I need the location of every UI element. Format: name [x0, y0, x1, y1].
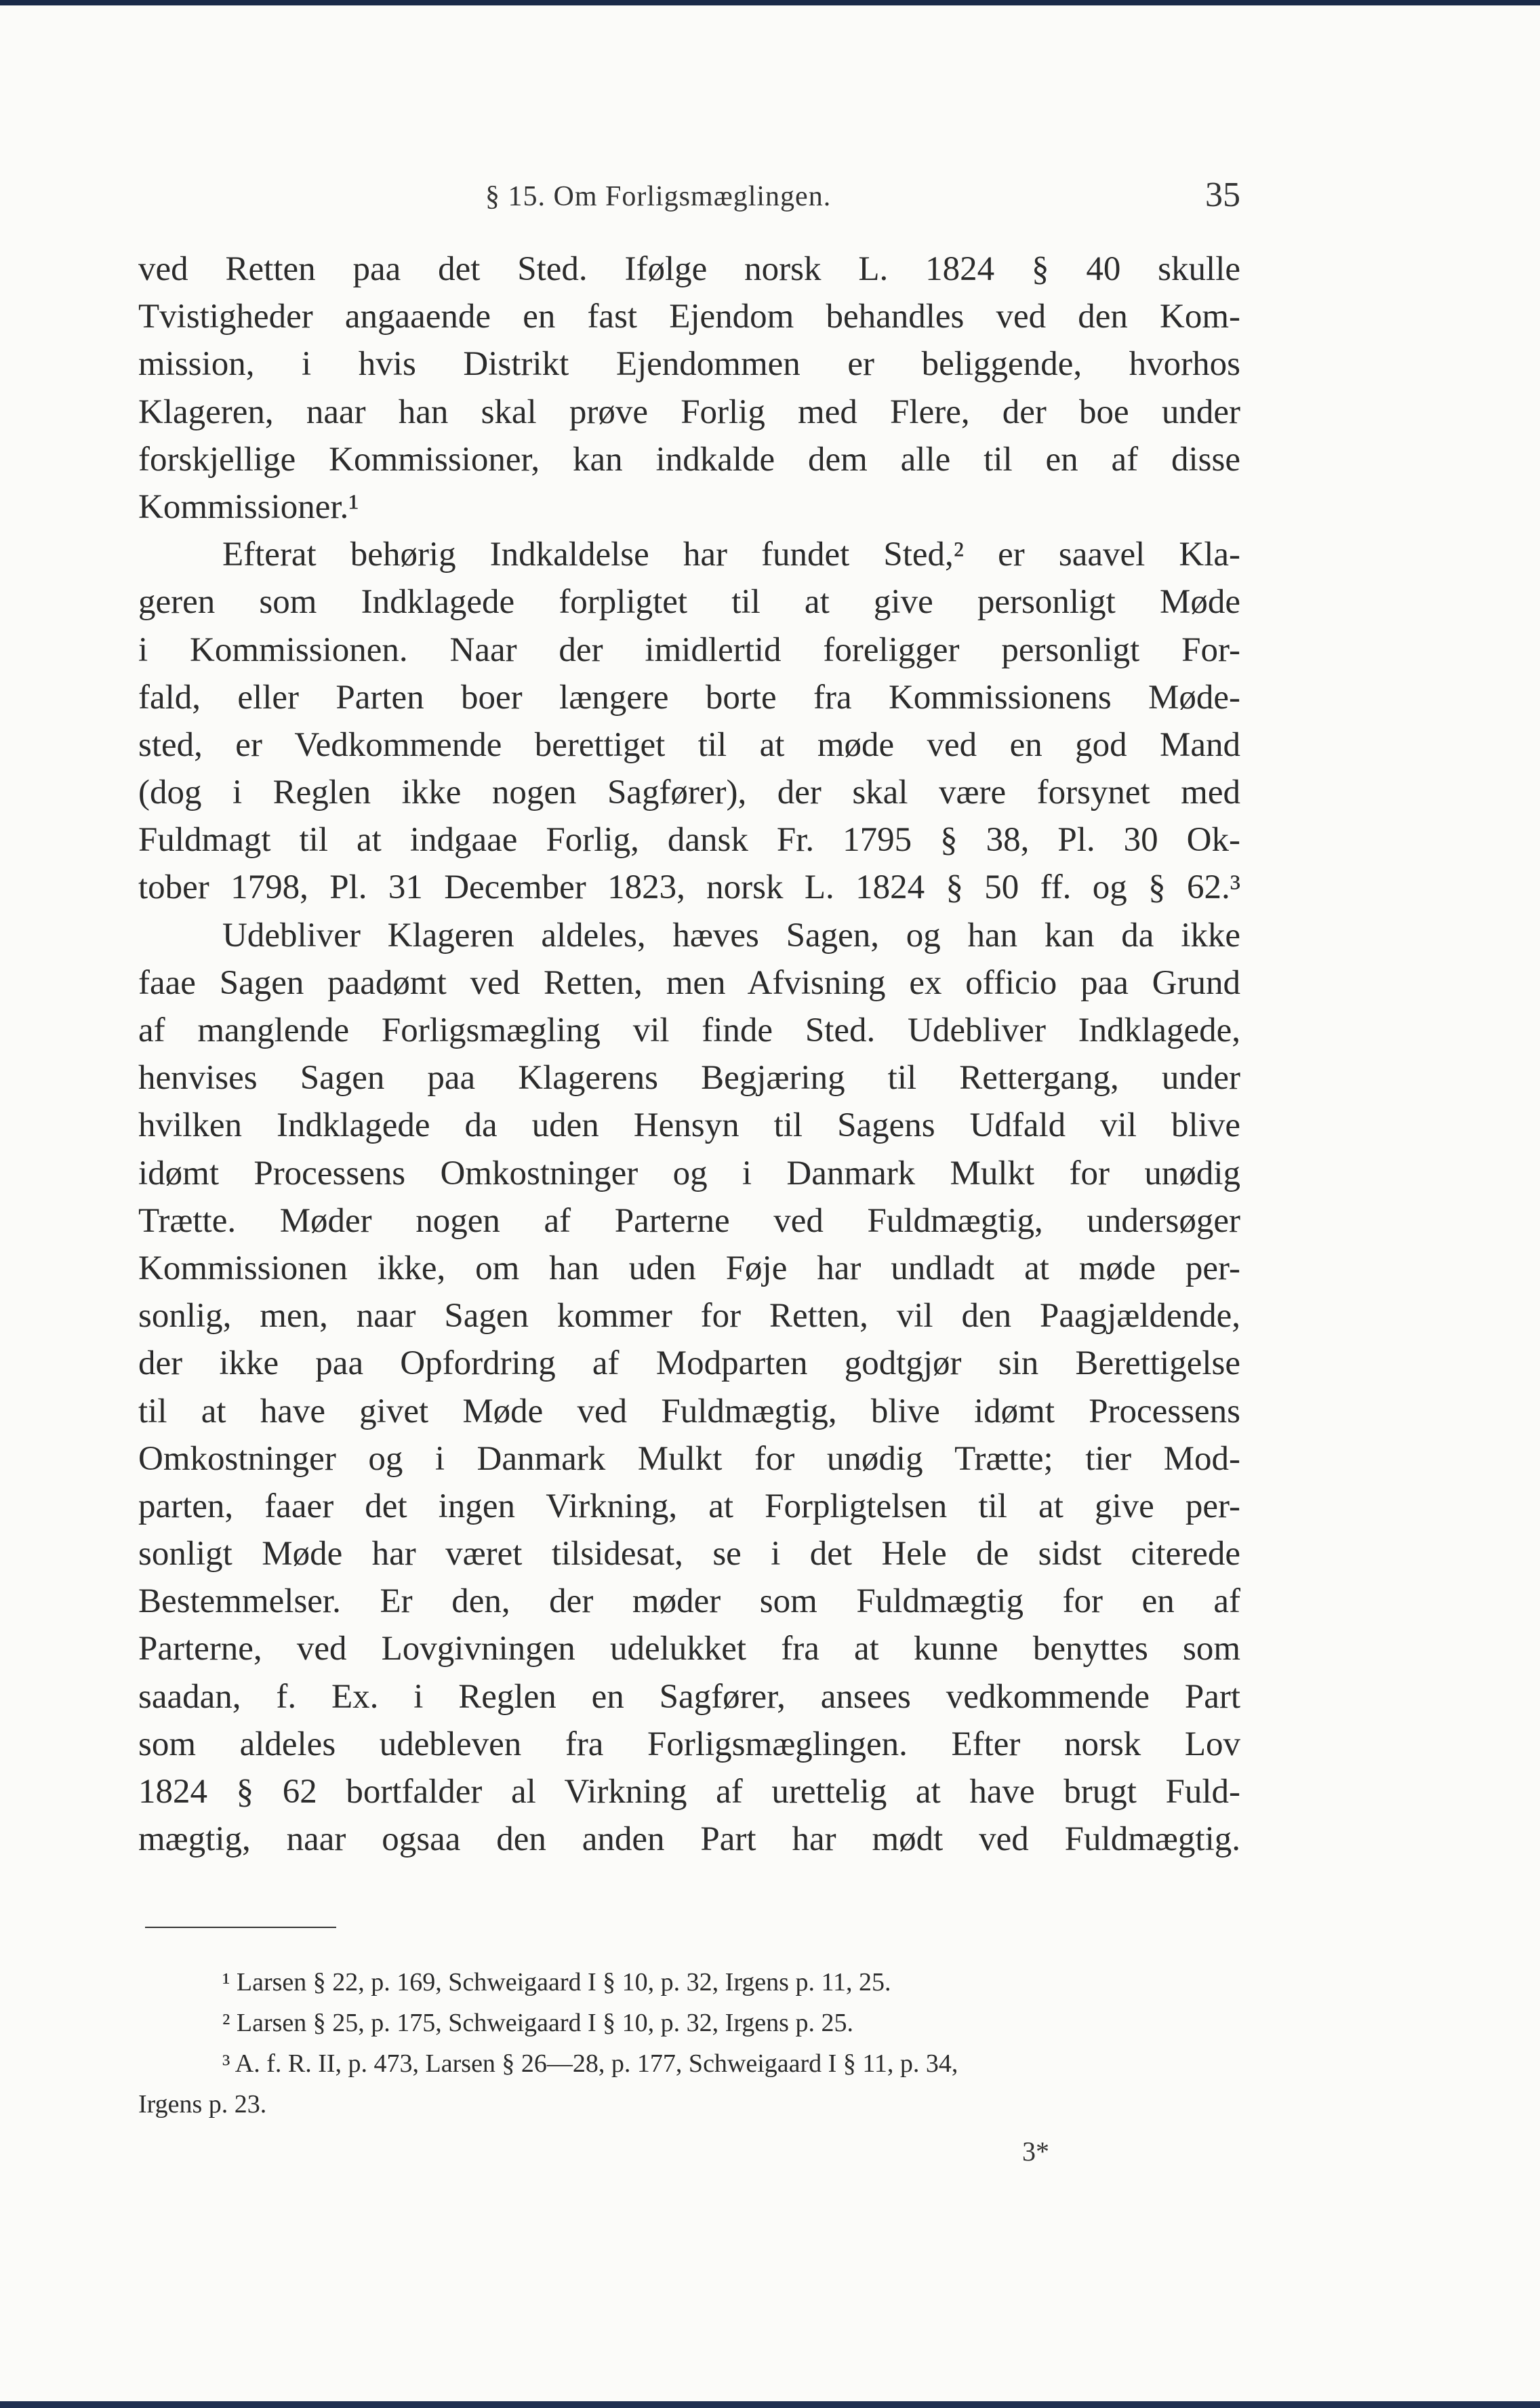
text-line: mægtig, naar ogsaa den anden Part har mødt ved Fuldmægtig. — [138, 1820, 1240, 1859]
text-line: Kommissioner.¹ — [138, 487, 359, 526]
paragraph-first-line: Udebliver Klageren aldeles, hæves Sagen, og han kan da ikke — [222, 916, 1240, 955]
body-text — [138, 245, 1240, 1863]
text-line: saadan, f. Ex. i Reglen en Sagfører, ansees vedkommende Part — [138, 1677, 1240, 1716]
text-line: faae Sagen paadømt ved Retten, men Afvisning ex officio paa Grund — [138, 963, 1240, 1002]
text-line: fald, eller Parten boer længere borte fra Kommissionens Møde- — [138, 678, 1240, 717]
text-line: 1824 § 62 bortfalder al Virkning af urettelig at have brugt Fuld- — [138, 1773, 1240, 1811]
text-line: til at have givet Møde ved Fuldmægtig, blive idømt Processens — [138, 1392, 1240, 1430]
footnote-3-continuation: Irgens p. 23. — [138, 2090, 267, 2119]
text-line: Omkostninger og i Danmark Mulkt for unødig Trætte; tier Mod- — [138, 1439, 1240, 1478]
text-line: af manglende Forligsmægling vil finde Sted. Udebliver Indklagede, — [138, 1011, 1240, 1049]
text-line: geren som Indklagede forpligtet til at give personligt Møde — [138, 583, 1240, 622]
footnotes — [138, 1962, 1240, 2125]
paragraph-first-line: Efterat behørig Indkaldelse har fundet Sted,² er saavel Kla- — [222, 536, 1240, 574]
text-line: Trætte. Møder nogen af Parterne ved Fuldmægtig, undersøger — [138, 1201, 1240, 1240]
text-line: henvises Sagen paa Klagerens Begjæring til Rettergang, under — [138, 1059, 1240, 1098]
text-line: Klageren, naar han skal prøve Forlig med Flere, der boe under — [138, 393, 1240, 431]
text-line: mission, i hvis Distrikt Ejendommen er beliggende, hvorhos — [138, 345, 1240, 384]
text-line: sonlig, men, naar Sagen kommer for Retten, vil den Paagjældende, — [138, 1297, 1240, 1336]
text-line: Bestemmelser. Er den, der møder som Fuldmægtig for en af — [138, 1582, 1240, 1621]
footnote-1: ¹ Larsen § 22, p. 169, Schweigaard I § 10, p. 32, Irgens p. 11, 25. — [222, 1968, 891, 1996]
footnote-3: ³ A. f. R. II, p. 473, Larsen § 26—28, p. 177, Schweigaard I § 11, p. 34, — [222, 2049, 958, 2078]
text-line: (dog i Reglen ikke nogen Sagfører), der skal være forsynet med — [138, 774, 1240, 812]
text-line: sonligt Møde har været tilsidesat, se i det Hele de sidst citerede — [138, 1535, 1240, 1573]
page-number: 35 — [1205, 176, 1240, 214]
footnote-divider — [145, 1927, 336, 1928]
scan-top-edge — [0, 0, 1540, 5]
text-line: tober 1798, Pl. 31 December 1823, norsk L. 1824 § 50 ff. og § 62.³ — [138, 868, 1240, 907]
text-line: der ikke paa Opfordring af Modparten godtgjør sin Berettigelse — [138, 1344, 1240, 1383]
text-line: parten, faaer det ingen Virkning, at Forpligtelsen til at give per- — [138, 1487, 1240, 1525]
text-line: som aldeles udebleven fra Forligsmæglingen. Efter norsk Lov — [138, 1725, 1240, 1763]
text-line: Parterne, ved Lovgivningen udelukket fra at kunne benyttes som — [138, 1630, 1240, 1668]
running-title: § 15. Om Forligsmæglingen. — [485, 181, 832, 212]
running-head — [138, 171, 1240, 225]
footnote-2: ² Larsen § 25, p. 175, Schweigaard I § 10, p. 32, Irgens p. 25. — [222, 2009, 853, 2037]
text-line: forskjellige Kommissioner, kan indkalde dem alle til en af disse — [138, 440, 1240, 479]
text-line: ved Retten paa det Sted. Ifølge norsk L. 1824 § 40 skulle — [138, 250, 1240, 288]
text-line: hvilken Indklagede da uden Hensyn til Sagens Udfald vil blive — [138, 1106, 1240, 1145]
text-line: Tvistigheder angaaende en fast Ejendom behandles ved den Kom- — [138, 298, 1240, 336]
text-line: Fuldmagt til at indgaae Forlig, dansk Fr. 1795 § 38, Pl. 30 Ok- — [138, 821, 1240, 860]
signature-mark: 3* — [1022, 2136, 1049, 2167]
text-line: idømt Processens Omkostninger og i Danmark Mulkt for unødig — [138, 1154, 1240, 1192]
scan-bottom-edge — [0, 2401, 1540, 2408]
text-line: Kommissionen ikke, om han uden Føje har undladt at møde per- — [138, 1249, 1240, 1287]
text-line: i Kommissionen. Naar der imidlertid foreligger personligt For- — [138, 630, 1240, 669]
text-line: sted, er Vedkommende berettiget til at møde ved en god Mand — [138, 725, 1240, 764]
